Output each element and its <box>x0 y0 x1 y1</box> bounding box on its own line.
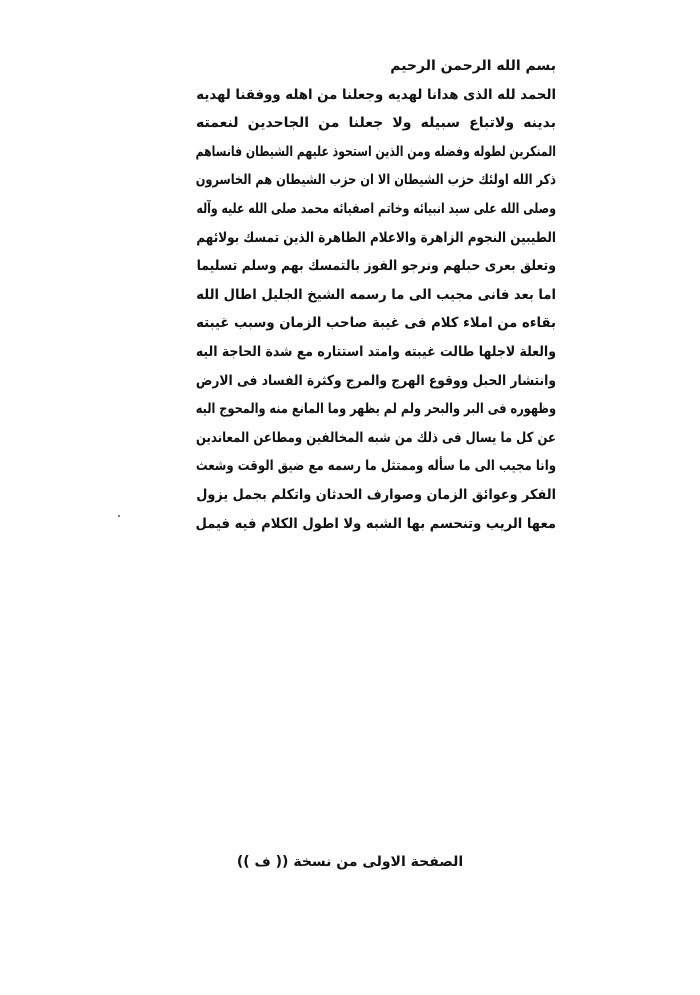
manuscript-line: وظهوره فى البر والبحر ولم لم يظهر وما المانع منه والمحوج اليه <box>195 401 556 418</box>
page-caption: الصفحة الاولى من نسخة (( ف )) <box>236 854 464 870</box>
manuscript-text-block <box>196 52 556 538</box>
manuscript-line: بدينه ولاتباع سبيله ولا جعلنا من الجاحدين لنعمته <box>196 115 556 132</box>
speck-mark <box>118 515 120 517</box>
manuscript-line: وانتشار الحبل ووقوع الهرج والمرج وكثرة الفساد فى الارض <box>195 372 556 389</box>
manuscript-line: المنكرين لطوله وفضله ومن الذين استحوذ عليهم الشيطان فانساهم <box>195 143 556 160</box>
manuscript-line: بقاءه من املاء كلام فى غيبة صاحب الزمان وسبب غيبته <box>196 315 556 332</box>
manuscript-line: وانا مجيب الى ما سأله وممتثل ما رسمه مع ضيق الوقت وشعث <box>195 458 556 475</box>
manuscript-line: معها الريب وتنحسم بها الشبه ولا اطول الكلام فيه فيمل <box>195 515 556 532</box>
manuscript-line: والعلة لاجلها طالت غيبته وامتد استتاره مع شدة الحاجة اليه <box>195 343 556 360</box>
manuscript-line: ذكر الله اولئك حزب الشيطان الا ان حزب الشيطان هم الخاسرون <box>195 172 556 189</box>
manuscript-line: الحمد لله الذى هدانا لهديه وجعلنا من اهله ووفقنا لهديه <box>196 86 556 103</box>
manuscript-line: اما بعد فانى مجيب الى ما رسمه الشيخ الجليل اطال الله <box>196 286 556 303</box>
manuscript-line: عن كل ما يسال فى ذلك من شبه المخالفين ومطاعن المعاندين <box>196 429 556 446</box>
manuscript-line: وتعلق بعرى حبلهم ونرجو الفوز بالتمسك بهم وسلم تسليما <box>196 258 556 275</box>
manuscript-line: بسم الله الرحمن الرحيم <box>390 58 556 74</box>
manuscript-line: الفكر وعوائق الزمان وصوارف الحدثان واتكلم بجمل يزول <box>196 486 556 503</box>
manuscript-line: وصلى الله على سيد انبيائه وخاتم اصفيائه محمد صلى الله عليه وآله <box>196 200 556 217</box>
manuscript-line: الطيبين النجوم الزاهرة والاعلام الطاهرة الذين تمسك بولائهم <box>196 229 556 246</box>
